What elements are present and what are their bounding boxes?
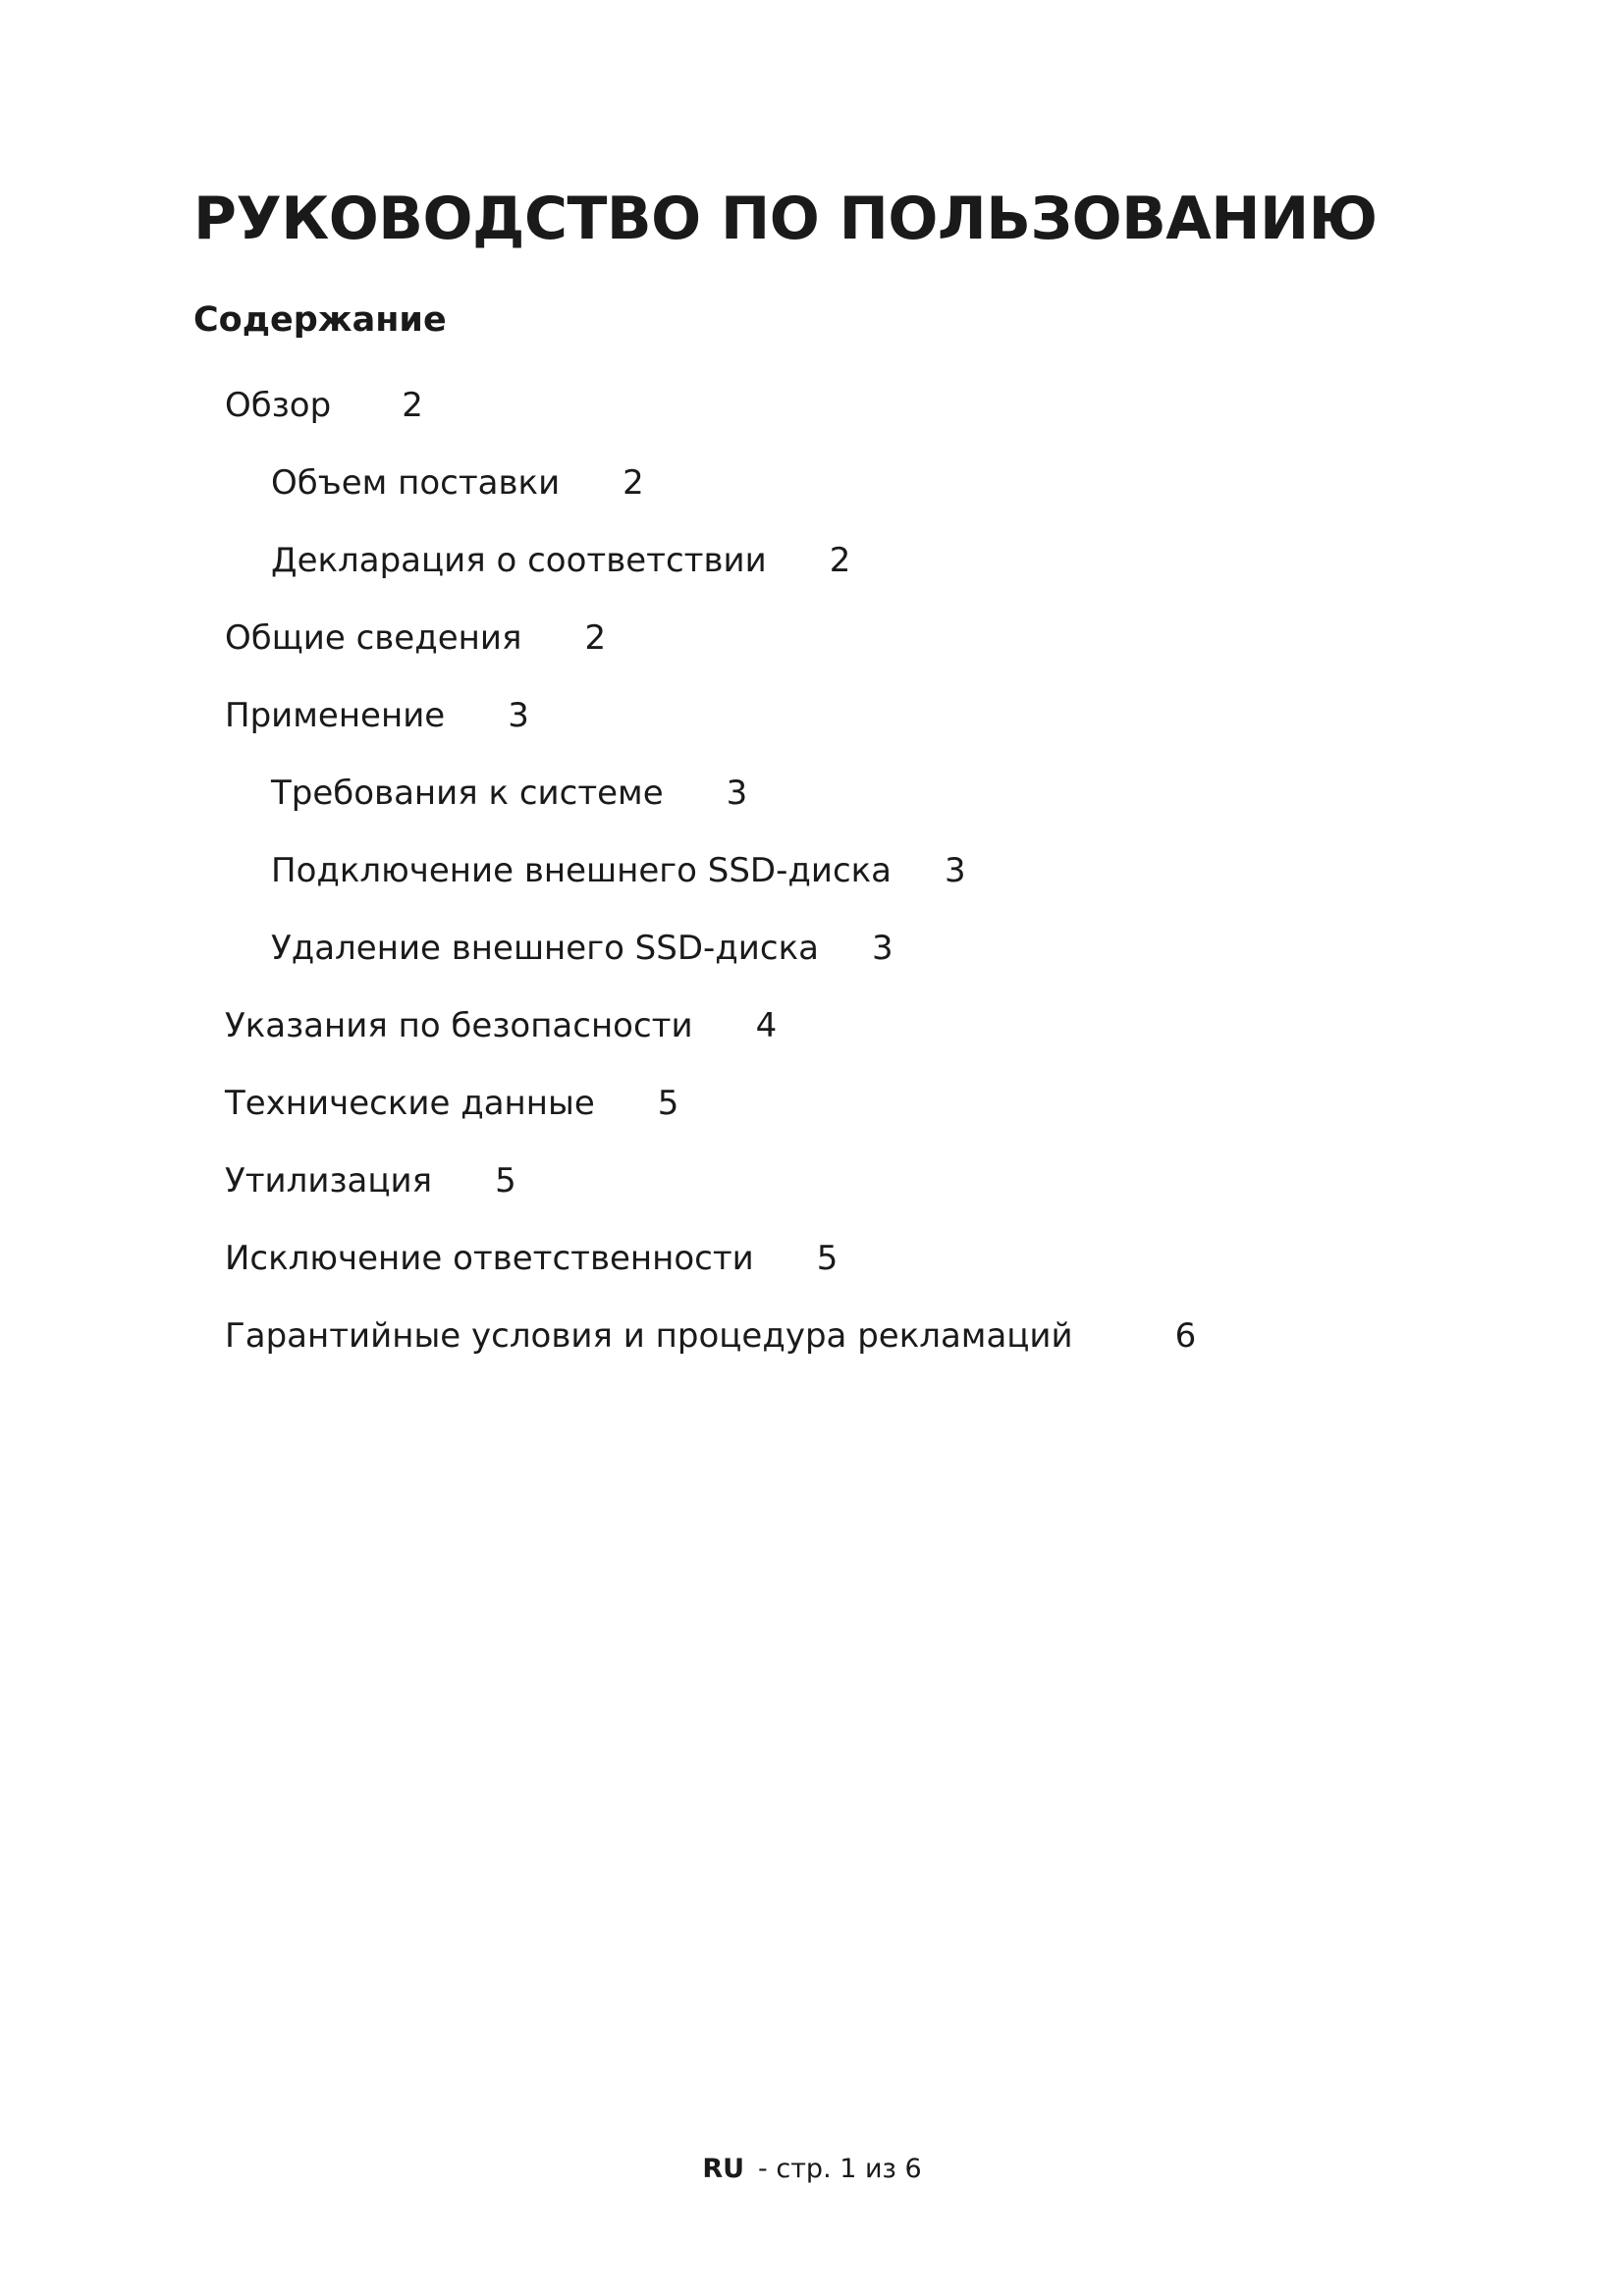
- toc-item-safety-instructions[interactable]: [225, 1001, 777, 1050]
- toc-item-declaration-of-conformity[interactable]: [271, 536, 850, 585]
- footer-language-code: RU: [702, 2154, 745, 2184]
- toc-item-disposal[interactable]: [225, 1156, 516, 1205]
- toc-item-page: 3: [945, 851, 966, 890]
- footer-page-number: - стр. 1 из 6: [758, 2154, 922, 2184]
- toc-item-label: Объем поставки: [271, 463, 561, 503]
- toc-item-page: 2: [402, 386, 423, 425]
- toc-item-label: Подключение внешнего SSD-диска: [271, 851, 893, 890]
- toc-item-label: Указания по безопасности: [225, 1006, 693, 1045]
- toc-item-removing-ssd[interactable]: [271, 924, 893, 973]
- toc-item-system-requirements[interactable]: [271, 769, 747, 818]
- toc-item-page: 3: [871, 929, 893, 968]
- toc-item-general-information[interactable]: [225, 614, 606, 663]
- toc-item-page: 5: [495, 1161, 516, 1201]
- toc-item-usage[interactable]: [225, 691, 529, 740]
- toc-item-page: 2: [584, 618, 607, 658]
- toc-item-connecting-ssd[interactable]: [271, 846, 966, 895]
- toc-item-scope-of-delivery[interactable]: [271, 458, 644, 507]
- toc-item-label: Исключение ответственности: [225, 1239, 754, 1278]
- toc-item-label: Обзор: [225, 386, 332, 425]
- toc-item-label: Технические данные: [225, 1084, 595, 1123]
- toc-item-page: 3: [508, 696, 529, 735]
- toc-item-page: 4: [755, 1006, 778, 1045]
- toc-item-label: Применение: [225, 696, 446, 735]
- toc-item-warranty[interactable]: [225, 1311, 1196, 1361]
- toc-item-label: Удаление внешнего SSD-диска: [271, 929, 819, 968]
- toc-item-technical-data[interactable]: [225, 1079, 678, 1128]
- page-footer: [0, 2152, 1624, 2187]
- toc-item-disclaimer[interactable]: [225, 1234, 838, 1283]
- page-title: РУКОВОДСТВО ПО ПОЛЬЗОВАНИЮ: [193, 185, 1378, 253]
- toc-item-page: 6: [1174, 1316, 1197, 1356]
- toc-item-page: 5: [657, 1084, 679, 1123]
- toc-item-page: 3: [726, 774, 748, 813]
- toc-item-label: Требования к системе: [271, 774, 664, 813]
- toc-item-overview[interactable]: [225, 381, 423, 430]
- toc-item-page: 2: [829, 541, 851, 580]
- toc-item-label: Утилизация: [225, 1161, 433, 1201]
- toc-heading: Содержание: [193, 300, 447, 340]
- toc-item-label: Гарантийные условия и процедура рекламаций: [225, 1316, 1073, 1356]
- toc-item-page: 2: [623, 463, 644, 503]
- toc-item-page: 5: [816, 1239, 839, 1278]
- toc-item-label: Декларация о соответствии: [271, 541, 767, 580]
- toc-item-label: Общие сведения: [225, 618, 522, 658]
